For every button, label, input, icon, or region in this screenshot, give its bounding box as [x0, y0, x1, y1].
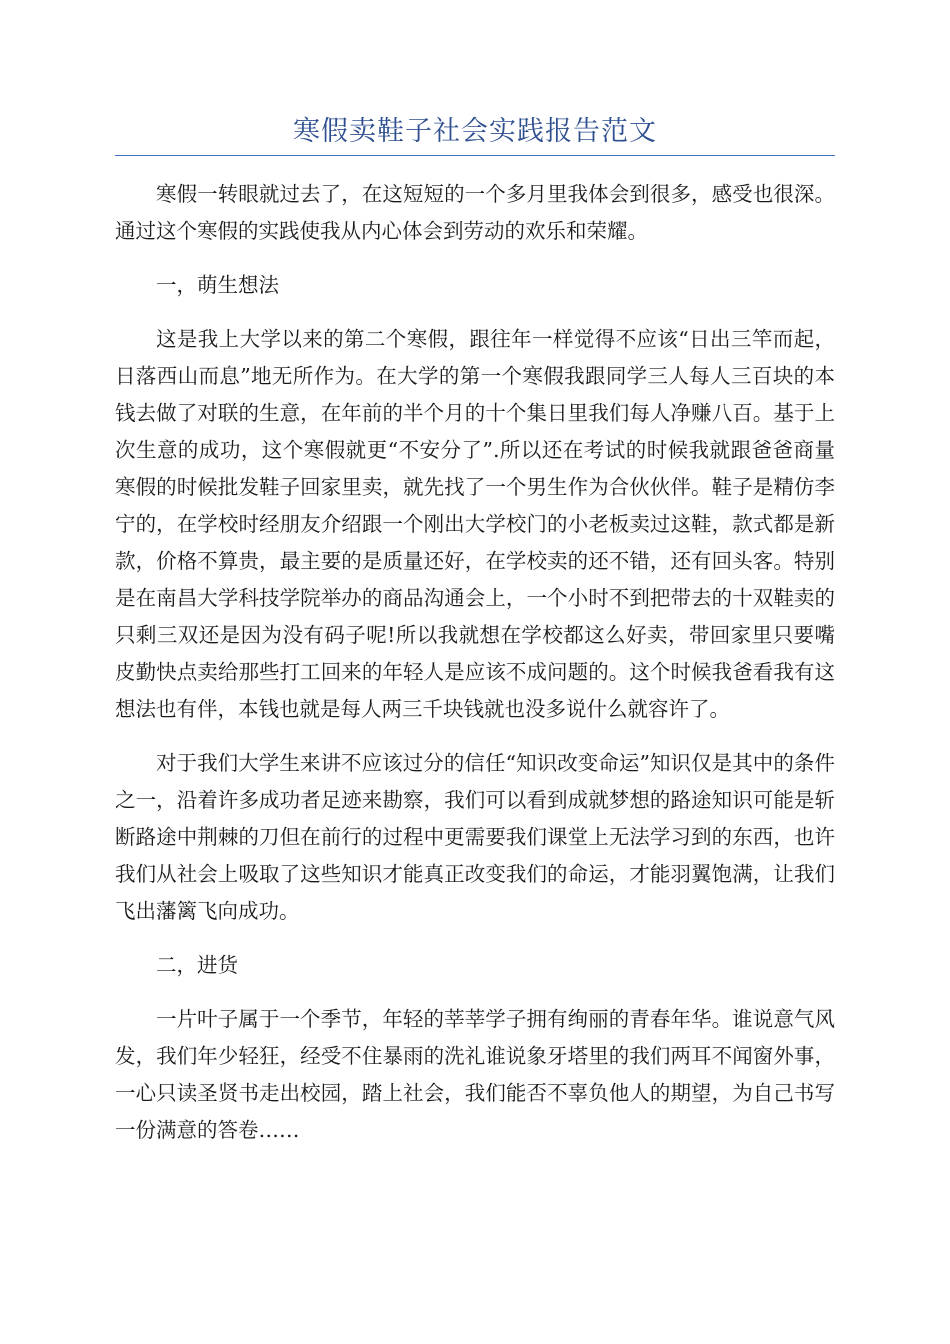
section-heading-1: 一，萌生想法	[156, 273, 279, 297]
section-heading-2: 二，进货	[156, 953, 238, 977]
paragraph-knowledge: 对于我们大学生来讲不应该过分的信任“知识改变命运”知识仅是其中的条件之一，沿着许多成功者足迹来勘察，我们可以看到成就梦想的路途知识可能是斩断路途中荆棘的刀但在前行的过程中更需要我们课堂上无法学习到的东西，也许我们从社会上吸取了这些知识才能真正改变我们的命运，才能羽翼饱满，让我们飞出藩篱飞向成功。	[115, 751, 835, 923]
title-underline	[115, 155, 835, 156]
document-title: 寒假卖鞋子社会实践报告范文	[293, 116, 657, 147]
document-body	[115, 176, 835, 1166]
paragraph-intro: 寒假一转眼就过去了，在这短短的一个多月里我体会到很多，感受也很深。通过这个寒假的实践使我从内心体会到劳动的欢乐和荣耀。	[115, 182, 835, 243]
paragraph-idea: 这是我上大学以来的第二个寒假，跟往年一样觉得不应该“日出三竿而起，日落西山而息”地无所作为。在大学的第一个寒假我跟同学三人每人三百块的本钱去做了对联的生意，在年前的半个月的十个集日里我们每人净赚八百。基于上次生意的成功，这个寒假就更“不安分了”.所以还在考试的时候我就跟爸爸商量寒假的时候批发鞋子回家里卖，就先找了一个男生作为合伙伙伴。鞋子是精仿李宁的，在学校时经朋友介绍跟一个刚出大学校门的小老板卖过这鞋，款式都是新款，价格不算贵，最主要的是质量还好，在学校卖的还不错，还有回头客。特别是在南昌大学科技学院举办的商品沟通会上，一个小时不到把带去的十双鞋卖的只剩三双还是因为没有码子呢!所以我就想在学校都这么好卖，带回家里只要嘴皮勤快点卖给那些打工回来的年轻人是应该不成问题的。这个时候我爸看我有这想法也有伴，本钱也就是每人两三千块钱就也没多说什么就容许了。	[115, 327, 835, 721]
paragraph-purchase: 一片叶子属于一个季节，年轻的莘莘学子拥有绚丽的青春年华。谁说意气风发，我们年少轻狂，经受不住暴雨的洗礼谁说象牙塔里的我们两耳不闻窗外事，一心只读圣贤书走出校园，踏上社会，我们能否不辜负他人的期望，为自己书写一份满意的答卷……	[115, 1007, 835, 1142]
